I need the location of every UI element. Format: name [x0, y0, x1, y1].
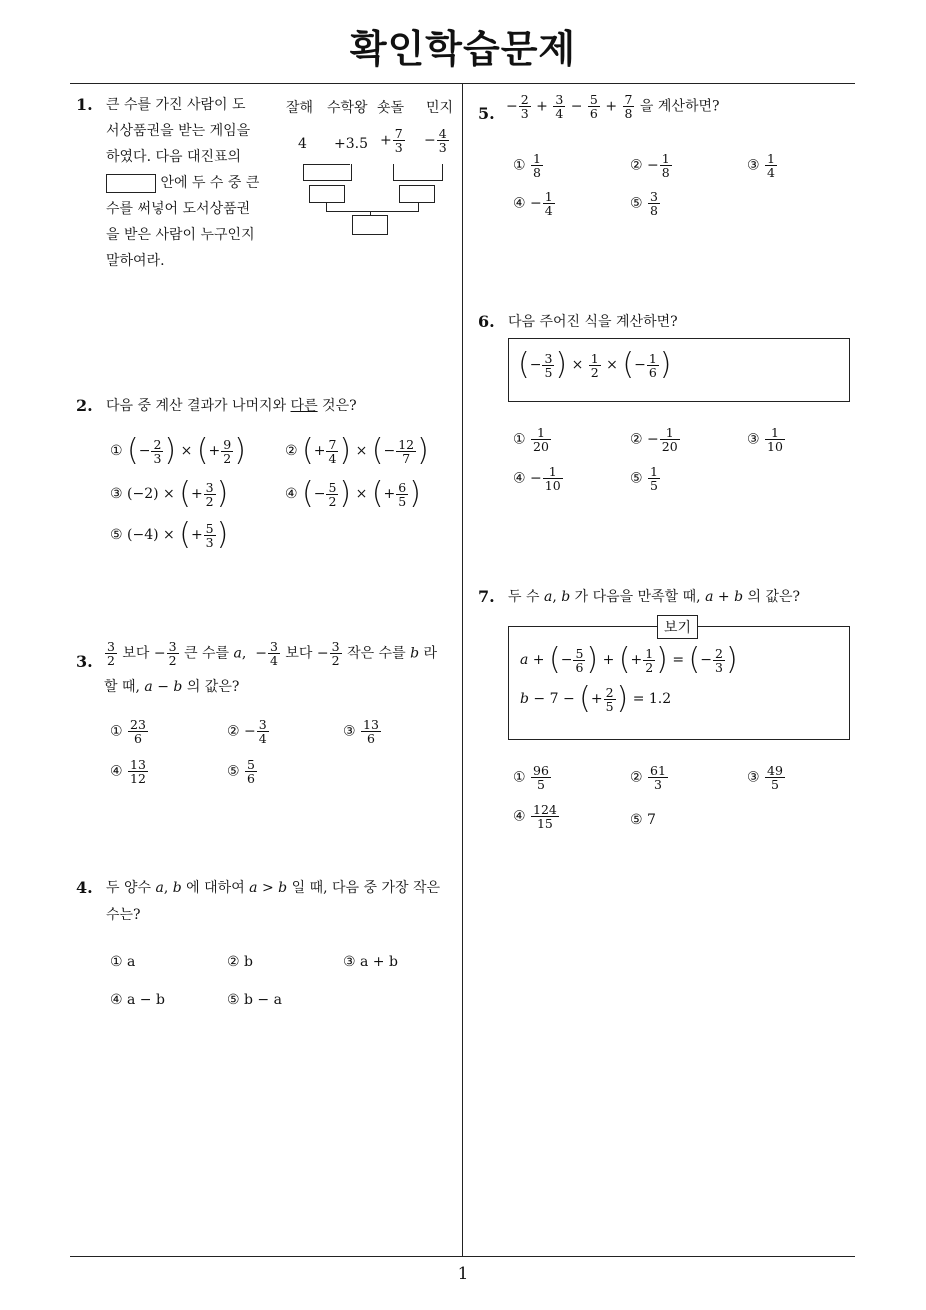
q4-option-5[interactable]: ⑤ b − a: [227, 992, 282, 1008]
q4-option-3[interactable]: ③ a + b: [343, 954, 398, 970]
question-4-text: 두 양수 a, b 에 대하여 a > b 일 때, 다음 중 가장 작은: [106, 880, 441, 896]
bracket-box-right: [399, 185, 435, 203]
value-3: + $\frac{7}{3}$: [380, 126, 403, 155]
bracket-line: [303, 164, 352, 181]
q7-option-4[interactable]: ④ $\frac{124}{15}$: [513, 802, 557, 831]
q4-option-2[interactable]: ② b: [227, 954, 253, 970]
q5-option-5[interactable]: ⑤ $\frac{3}{8}$: [630, 189, 658, 218]
q2-option-1[interactable]: ① (− $\frac{2}{3}$ ) × (+ $\frac{9}{2}$ ): [110, 433, 246, 468]
q6-option-1[interactable]: ① $\frac{1}{20}$: [513, 425, 549, 454]
q6-option-5[interactable]: ⑤ $\frac{1}{5}$: [630, 464, 658, 493]
question-1-number: 1.: [76, 95, 93, 114]
value-1: 4: [298, 136, 307, 152]
bracket-line: [393, 164, 443, 181]
page-number: 1: [457, 1264, 469, 1284]
question-3-text: $\frac{3}{2}$ 보다 − $\frac{3}{2}$ 큰 수를 a, − $\frac{3}{4}$ 보다 − $\frac{3}{2}$ 작은 수를 b 라: [107, 639, 438, 668]
player-2: 수학왕: [327, 100, 368, 116]
q2-option-2[interactable]: ② (+ $\frac{7}{4}$ ) × (− $\frac{12}{7}$ ): [285, 433, 429, 468]
q3-option-5[interactable]: ⑤ $\frac{5}{6}$: [227, 757, 255, 786]
q2-option-3[interactable]: ③ (−2) × (+ $\frac{3}{2}$ ): [110, 476, 229, 511]
q7-option-3[interactable]: ③ $\frac{49}{5}$: [747, 763, 783, 792]
q7-option-1[interactable]: ① $\frac{96}{5}$: [513, 763, 549, 792]
q3-option-3[interactable]: ③ $\frac{13}{6}$: [343, 717, 379, 746]
answer-blank: [106, 174, 156, 193]
column-divider: [462, 83, 463, 1256]
player-4: 민지: [426, 100, 454, 116]
page-title: 확인학습문제: [349, 27, 577, 71]
q6-option-3[interactable]: ③ $\frac{1}{10}$: [747, 425, 783, 454]
value-4: − $\frac{4}{3}$: [424, 126, 447, 155]
question-3-text-line2: 할 때, a − b 의 값은?: [104, 679, 240, 695]
q4-option-1[interactable]: ① a: [110, 954, 136, 970]
question-4-number: 4.: [76, 878, 93, 897]
bracket-box-final: [352, 215, 388, 235]
value-2: +3.5: [334, 136, 368, 152]
q2-option-5[interactable]: ⑤ (−4) × (+ $\frac{5}{3}$ ): [110, 517, 229, 552]
q7-option-2[interactable]: ② $\frac{61}{3}$: [630, 763, 666, 792]
q7-option-5[interactable]: ⑤ 7: [630, 812, 656, 828]
bracket-line: [326, 202, 419, 212]
q5-option-3[interactable]: ③ $\frac{1}{4}$: [747, 151, 775, 180]
q3-option-4[interactable]: ④ $\frac{13}{12}$: [110, 757, 146, 786]
q6-option-4[interactable]: ④ − $\frac{1}{10}$: [513, 464, 561, 493]
q5-option-4[interactable]: ④ − $\frac{1}{4}$: [513, 189, 553, 218]
q5-option-1[interactable]: ① $\frac{1}{8}$: [513, 151, 541, 180]
player-1: 잘해: [286, 100, 314, 116]
question-7-number: 7.: [478, 587, 495, 606]
question-1-text: 큰 수를 가진 사람이 도 서상품권을 받는 게임을 하였다. 다음 대진표의 안에 두 수 중 큰 수를 써넣어 도서상품권 을 받은 사람이 누구인지 말하여라.: [106, 97, 260, 269]
question-3-number: 3.: [76, 652, 93, 671]
question-6-expression: (− $\frac{3}{5}$ ) × $\frac{1}{2}$ × (− $\frac{1}{6}$ ): [518, 347, 672, 382]
q3-option-2[interactable]: ② − $\frac{3}{4}$: [227, 717, 267, 746]
bracket-box-left: [309, 185, 345, 203]
question-4-text-line2: 수는?: [106, 907, 141, 923]
question-2-number: 2.: [76, 396, 93, 415]
example-equation-1: a + (− $\frac{5}{6}$ ) + (+ $\frac{1}{2}$ ) = (− $\frac{2}{3}$ ): [520, 642, 738, 677]
question-6-number: 6.: [478, 312, 495, 331]
question-6-text: 다음 주어진 식을 계산하면?: [508, 314, 678, 330]
question-5-text: − $\frac{2}{3}$ + $\frac{3}{4}$ − $\frac{5}{6}$ + $\frac{7}{8}$ 을 계산하면?: [506, 92, 720, 121]
q2-option-4[interactable]: ④ (− $\frac{5}{2}$ ) × (+ $\frac{6}{5}$ ): [285, 476, 421, 511]
q4-option-4[interactable]: ④ a − b: [110, 992, 165, 1008]
q3-option-1[interactable]: ① $\frac{23}{6}$: [110, 717, 146, 746]
example-box-label: 보기: [657, 615, 698, 639]
example-equation-2: b − 7 − (+ $\frac{2}{5}$ ) = 1.2: [520, 681, 672, 716]
footer-rule: [70, 1256, 855, 1257]
q6-option-2[interactable]: ② − $\frac{1}{20}$: [630, 425, 678, 454]
question-2-text: 다음 중 계산 결과가 나머지와 다른 것은?: [106, 398, 357, 414]
player-3: 숏돌: [377, 100, 405, 116]
question-7-text: 두 수 a, b 가 다음을 만족할 때, a + b 의 값은?: [508, 589, 801, 605]
question-5-number: 5.: [478, 104, 495, 123]
q5-option-2[interactable]: ② − $\frac{1}{8}$: [630, 151, 670, 180]
